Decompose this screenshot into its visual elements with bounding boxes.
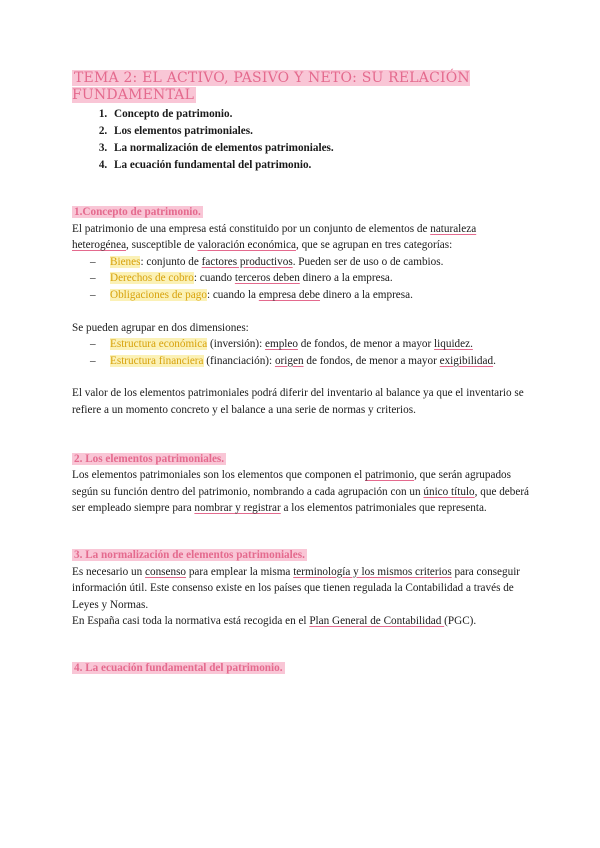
list-item: – Bienes: conjunto de factores productivos. Pueden ser de uso o de cambios. bbox=[90, 254, 532, 271]
section-heading: 1.Concepto de patrimonio. bbox=[74, 206, 201, 218]
index-item: 1. Concepto de patrimonio. bbox=[110, 106, 532, 123]
document-title: TEMA 2: EL ACTIVO, PASIVO Y NETO: SU RELACIÓN FUNDAMENTAL bbox=[72, 70, 470, 103]
list-item: – Derechos de cobro: cuando terceros deben dinero a la empresa. bbox=[90, 270, 532, 287]
section-normalizacion bbox=[72, 547, 532, 630]
paragraph: Se pueden agrupar en dos dimensiones: bbox=[72, 321, 249, 334]
paragraph: El valor de los elementos patrimoniales podrá diferir del inventario al balance ya que el inventario se refiere a un momento concreto y el balance a una serie de normas y criterios. bbox=[72, 387, 524, 416]
document-body bbox=[72, 70, 532, 676]
list-item: – Estructura financiera (financiación): origen de fondos, de menor a mayor exigibilidad. bbox=[90, 353, 532, 370]
paragraph: En España casi toda la normativa está recogida en el Plan General de Contabilidad (PGC). bbox=[72, 615, 477, 628]
paragraph: Es necesario un consenso para emplear la misma terminología y los mismos criterios para conseguir información útil. Este consenso existe en los países que tienen regulada la Contabilidad a través de Leyes y Normas. bbox=[72, 565, 521, 611]
paragraph: Los elementos patrimoniales son los elementos que componen el patrimonio, que serán agrupados según su función dentro del patrimonio, nombrando a cada agrupación con un único título, que deberá ser empleado siempre para nombrar y registrar a los elementos patrimoniales que representa. bbox=[72, 469, 530, 515]
section-heading: 4. La ecuación fundamental del patrimonio. bbox=[74, 661, 283, 674]
list-item: – Estructura económica (inversión): empleo de fondos, de menor a mayor liquidez. bbox=[90, 336, 532, 353]
index-item: 3. La normalización de elementos patrimoniales. bbox=[110, 140, 532, 157]
list-item: – Obligaciones de pago: cuando la empresa debe dinero a la empresa. bbox=[90, 287, 532, 304]
topic-index bbox=[72, 106, 532, 174]
paragraph: El patrimonio de una empresa está constituido por un conjunto de elementos de naturaleza heterogénea, susceptible de valoración económica, que se agrupan en tres categorías: bbox=[72, 222, 477, 252]
section-ecuacion bbox=[72, 660, 532, 677]
index-item: 4. La ecuación fundamental del patrimonio. bbox=[110, 157, 532, 174]
section-heading: 2. Los elementos patrimoniales. bbox=[74, 452, 225, 465]
dimensions-list bbox=[72, 336, 532, 369]
categories-list bbox=[72, 254, 532, 304]
section-heading: 3. La normalización de elementos patrimoniales. bbox=[74, 548, 305, 561]
section-concepto bbox=[72, 204, 532, 419]
section-elementos bbox=[72, 451, 532, 517]
index-item: 2. Los elementos patrimoniales. bbox=[110, 123, 532, 140]
